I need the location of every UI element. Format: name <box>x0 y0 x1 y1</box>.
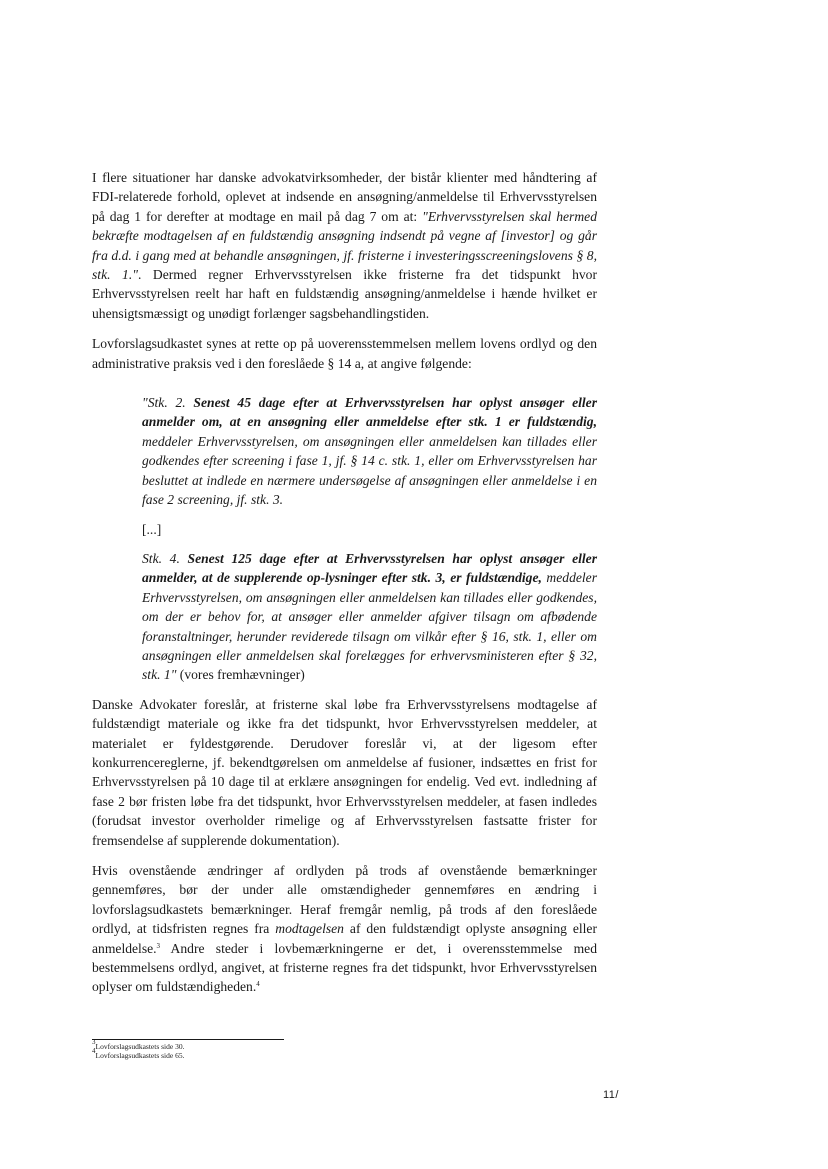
paragraph-remarks <box>92 861 597 997</box>
footnote-4 <box>92 1047 185 1060</box>
stk4-note: (vores fremhævninger) <box>176 667 305 683</box>
stk4-prefix: Stk. 4. <box>142 550 188 566</box>
quote-stk-2 <box>142 393 597 509</box>
footnote-divider <box>92 1039 284 1040</box>
footnote-text: Lovforslagsudkastets side 65. <box>95 1051 185 1060</box>
footnote-marker: 3 <box>92 1038 96 1046</box>
paragraph-lovforslag: Lovforslagsudkastet synes at rette op på uoverensstemmelsen mellem lovens ordlyd og den administrative praksis ved i den foreslåede § 14 a, at angive følgende: <box>92 336 597 371</box>
quote-ellipsis: [...] <box>142 521 162 537</box>
footnotes <box>92 1038 185 1060</box>
stk2-prefix: "Stk. 2. <box>142 395 194 411</box>
footnote-3 <box>92 1038 185 1051</box>
paragraph-fdi-experience <box>92 168 597 323</box>
footnote-text: Lovforslagsudkastets side 30. <box>95 1042 185 1051</box>
quote-block-14a <box>142 393 597 685</box>
paragraph-text: Andre steder i lovbemærkningerne er det, i overensstemmelse med bestemmelsens ordlyd, angivet, at fristerne regnes fra det tidspunkt, hvor Erhvervsstyrelsen oplyser om fuldstændigheden. <box>92 940 597 995</box>
paragraph-proposal: Danske Advokater foreslår, at fristerne skal løbe fra Erhvervsstyrelsens modtagelse af fuldstændigt materiale og ikke fra det tidspunkt, hvor Erhvervsstyrelsen meddeler, at materialet er fyldestgørende. Derudover foreslår vi, at der ligesom efter konkurrencereglerne, jf. bekendtgørelsen om anmeldelse af fusioner, indsættes en frist for Erhvervsstyrelsen på 10 dage til at erklære ansøgningen for endelig. Ved evt. indledning af fase 2 bør fristen løbe fra det tidspunkt, hvor Erhvervsstyrelsen meddeler, at fasen indledes (forudsat investor overholder rimelige og af Erhvervsstyrelsen fastsatte frister for fremsendelse af supplerende dokumentation). <box>92 696 597 848</box>
paragraph-text: af den fuldstændigt oplyste ansøgning eller anmeldelse. <box>92 921 597 956</box>
quote-stk-4 <box>142 549 597 685</box>
quoted-mail-text: "Erhvervsstyrelsen skal hermed bekræfte modtagelsen af en fuldstændig ansøgning indsendt på vegne af [investor] og går fra d.d. i gang med at behandle ansøgningen, jf. fristerne i investeringsscreeningslovens § 8, stk. 1." <box>92 208 597 283</box>
paragraph-text: . Dermed regner Erhvervsstyrelsen ikke fristerne fra det tidspunkt hvor Erhvervsstyrelsen reelt har haft en fuldstændig ansøgning/anmeldelse i hænde hvilket er uhensigtsmæssigt og unødigt forlænger sagsbehandlingstiden. <box>92 267 597 321</box>
stk2-text: meddeler Erhvervsstyrelsen, om ansøgningen eller anmeldelsen kan tillades eller godkendes efter screening i fase 1, jf. § 14 c. stk. 1, eller om Erhvervsstyrelsen har besluttet at indlede en nærmere undersøgelse af ansøgningen eller anmeldelse i en fase 2 screening, jf. stk. 3. <box>142 433 597 508</box>
document-body <box>92 168 597 1008</box>
paragraph-text: Hvis ovenstående ændringer af ordlyden på trods af ovenstående bemærkninger gennemføres, bør der under alle omstændigheder gennemføres en ændring i lovforslagsudkastets bemærkninger. Heraf fremgår nemlig, på trods af den foreslåede ordlyd, at tidsfristen regnes fra <box>92 863 597 937</box>
stk2-emphasis: Senest 45 dage efter at Erhvervsstyrelsen har oplyst ansøger eller anmelder om, at en ansøgning eller anmeldelse efter stk. 1 er fuldstændig, <box>142 395 597 430</box>
paragraph-text: I flere situationer har danske advokatvirksomheder, der bistår klienter med håndtering af FDI-relaterede forhold, oplevet at indsende en ansøgning/anmeldelse til Erhvervsstyrelsen på dag 1 for derefter at modtage en mail på dag 7 om at: <box>92 170 597 224</box>
stk4-text: meddeler Erhvervsstyrelsen, om ansøgningen eller anmeldelsen kan tillades eller godkendes, om der er behov for, at ansøger eller anmelder afgiver tilsagn om afbødende foranstaltninger, herunder reviderede tilsagn om vilkår efter § 16, stk. 1, eller om ansøgningen eller anmeldelsen skal forelægges for erhvervsministeren efter § 32, stk. 1" <box>142 570 597 683</box>
stk4-emphasis: Senest 125 dage efter at Erhvervsstyrelsen har oplyst ansøger eller anmelder, at de supplerende op-lysninger efter stk. 3, er fuldstændige, <box>142 550 597 586</box>
footnote-ref-3[interactable]: 3 <box>156 941 161 950</box>
footnote-ref-4[interactable]: 4 <box>256 980 260 989</box>
footnote-marker: 4 <box>92 1047 96 1055</box>
emphasis-modtagelsen: modtagelsen <box>275 921 344 937</box>
page-number: 11/ <box>603 1089 619 1101</box>
